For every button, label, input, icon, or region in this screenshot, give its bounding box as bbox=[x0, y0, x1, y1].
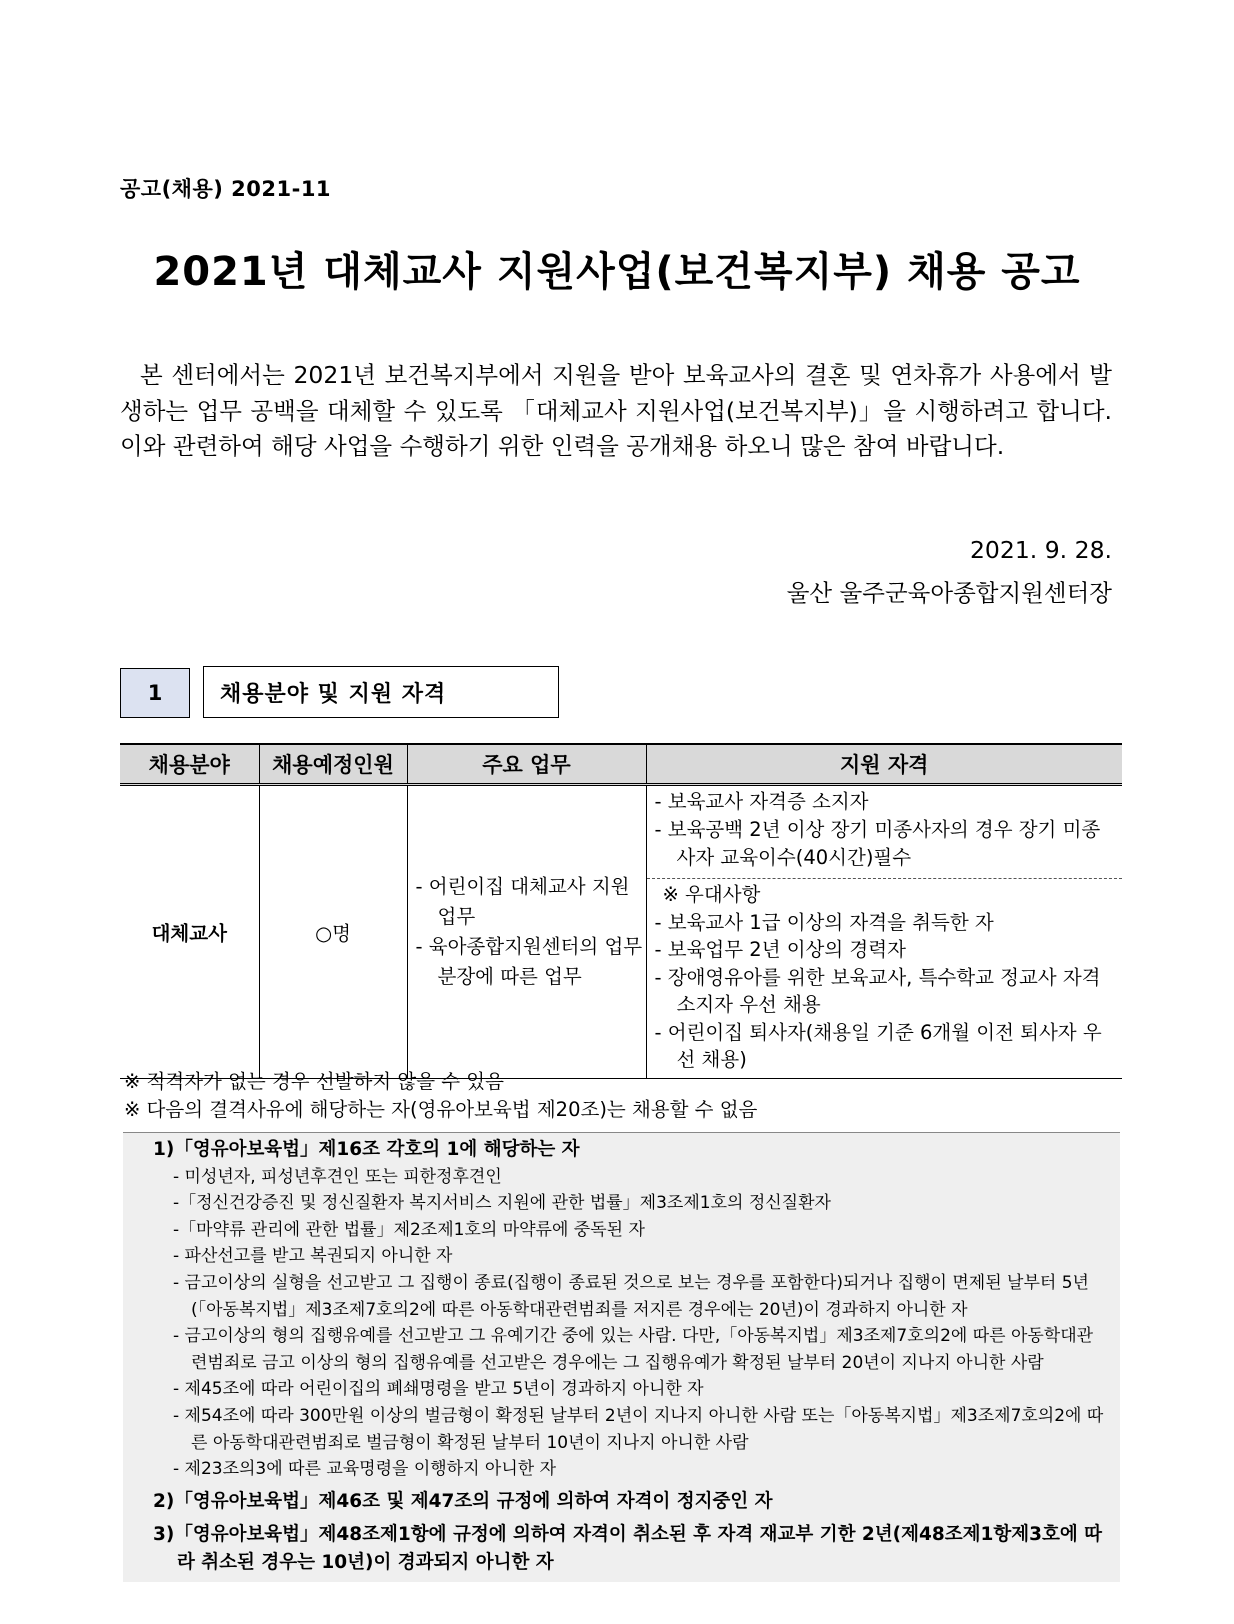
document-title: 2021년 대체교사 지원사업(보건복지부) 채용 공고 bbox=[153, 249, 1081, 295]
preference-list bbox=[647, 879, 1123, 1078]
signer-name: 울산 울주군육아종합지원센터장 bbox=[786, 579, 1112, 607]
section-number: 1 bbox=[120, 668, 190, 718]
disqualification-box bbox=[123, 1132, 1120, 1582]
note-item: ※ 다음의 결격사유에 해당하는 자(영유아보육법 제20조)는 채용할 수 없음 bbox=[124, 1098, 758, 1121]
disqualification-item: - 제54조에 따라 300만원 이상의 벌금형이 확정된 날부터 2년이 지나지 아니한 사람 또는「아동복지법」제3조제7호의2에 따른 아동학대관련범죄로 벌금형이 확정된 날부터 10년이 지나지 아니한 사람 bbox=[173, 1405, 1104, 1453]
preference-item: - 보육교사 1급 이상의 자격을 취득한 자 bbox=[654, 910, 994, 934]
col-header-qualifications: 지원 자격 bbox=[646, 744, 1122, 785]
preference-item: - 장애영유아를 위한 보육교사, 특수학교 정교사 자격 소지자 우선 채용 bbox=[654, 965, 1101, 1016]
notes bbox=[124, 1068, 757, 1124]
preference-item: - 어린이집 퇴사자(채용일 기준 6개월 이전 퇴사자 우선 채용) bbox=[654, 1020, 1102, 1071]
disqualification-item: -「마약류 관리에 관한 법률」제2조제1호의 마약류에 중독된 자 bbox=[173, 1219, 645, 1240]
cell-qualifications bbox=[646, 785, 1122, 1079]
disqualification-item: - 금고이상의 실형을 선고받고 그 집행이 종료(집행이 종료된 것으로 보는 경우를 포함한다)되거나 집행이 면제된 날부터 5년(「아동복지법」제3조제7호의2에 따른 아동학대관련범죄를 저지른 경우에는 20년)이 경과하지 아니한 자 bbox=[173, 1272, 1089, 1320]
section-title: 채용분야 및 지원 자격 bbox=[203, 666, 559, 718]
disqualification-heading: 1)「영유아보육법」제16조 각호의 1에 해당하는 자 bbox=[153, 1139, 580, 1160]
disqualification-heading: 2)「영유아보육법」제46조 및 제47조의 규정에 의하여 자격이 정지중인 자 bbox=[153, 1490, 773, 1512]
disqualification-item: - 금고이상의 형의 집행유예를 선고받고 그 유예기간 중에 있는 사람. 다만,「아동복지법」제3조제7호의2에 따른 아동학대관련범죄로 금고 이상의 형의 집행유예를 선고받은 경우에는 그 집행유예가 확정된 날부터 20년이 지나지 아니한 사람 bbox=[173, 1326, 1094, 1373]
preference-item: - 보육업무 2년 이상의 경력자 bbox=[654, 938, 906, 961]
disqualification-item: - 제45조에 따라 어린이집의 폐쇄명령을 받고 5년이 경과하지 아니한 자 bbox=[173, 1379, 704, 1400]
disqualification-heading: 3)「영유아보육법」제48조제1항에 규정에 의하여 자격이 취소된 후 자격 재교부 기한 2년(제48조제1항제3호에 따라 취소된 경우는 10년)이 경과되지 아니한 자 bbox=[153, 1524, 1103, 1574]
recruitment-table bbox=[120, 743, 1122, 1079]
qualification-item: - 보육교사 자격증 소지자 bbox=[654, 790, 869, 813]
table-header-row bbox=[120, 744, 1122, 785]
note-item: ※ 적격자가 없는 경우 선발하지 않을 수 있음 bbox=[124, 1070, 504, 1093]
disqualification-item: - 미성년자, 피성년후견인 또는 피한정후견인 bbox=[173, 1166, 502, 1187]
preference-title: ※ 우대사항 bbox=[662, 883, 761, 906]
qualification-item: - 보육공백 2년 이상 장기 미종사자의 경우 장기 미종사자 교육이수(40시간)필수 bbox=[654, 818, 1101, 869]
cell-count: ○명 bbox=[259, 785, 407, 1079]
duty-item: - 어린이집 대체교사 지원 업무 bbox=[415, 874, 630, 928]
notice-number: 공고(채용) 2021-11 bbox=[120, 177, 332, 201]
disqualification-item: - 파산선고를 받고 복권되지 아니한 자 bbox=[173, 1246, 453, 1267]
col-header-duties: 주요 업무 bbox=[407, 744, 646, 785]
col-header-field: 채용분야 bbox=[120, 744, 259, 785]
intro-text: 본 센터에서는 2021년 보건복지부에서 지원을 받아 보육교사의 결혼 및 연차휴가 사용에서 발생하는 업무 공백을 대체할 수 있도록 「대체교사 지원사업(보건복지부)」을 시행하려고 합니다. 이와 관련하여 해당 사업을 수행하기 위한 인력을 공개채용 하오니 많은 참여 바랍니다. bbox=[120, 361, 1112, 460]
intro-paragraph bbox=[120, 358, 1112, 465]
disqualification-item: - 제23조의3에 따른 교육명령을 이행하지 아니한 자 bbox=[173, 1459, 557, 1480]
disqualification-item: -「정신건강증진 및 정신질환자 복지서비스 지원에 관한 법률」제3조제1호의 정신질환자 bbox=[173, 1193, 831, 1214]
notice-date: 2021. 9. 28. bbox=[969, 536, 1112, 564]
duty-item: - 육아종합지원센터의 업무분장에 따른 업무 bbox=[415, 934, 643, 988]
col-header-count: 채용예정인원 bbox=[259, 744, 407, 785]
cell-duties bbox=[407, 785, 646, 1079]
table-row bbox=[120, 785, 1122, 1079]
qualification-list bbox=[647, 786, 1123, 879]
cell-field: 대체교사 bbox=[120, 785, 259, 1079]
